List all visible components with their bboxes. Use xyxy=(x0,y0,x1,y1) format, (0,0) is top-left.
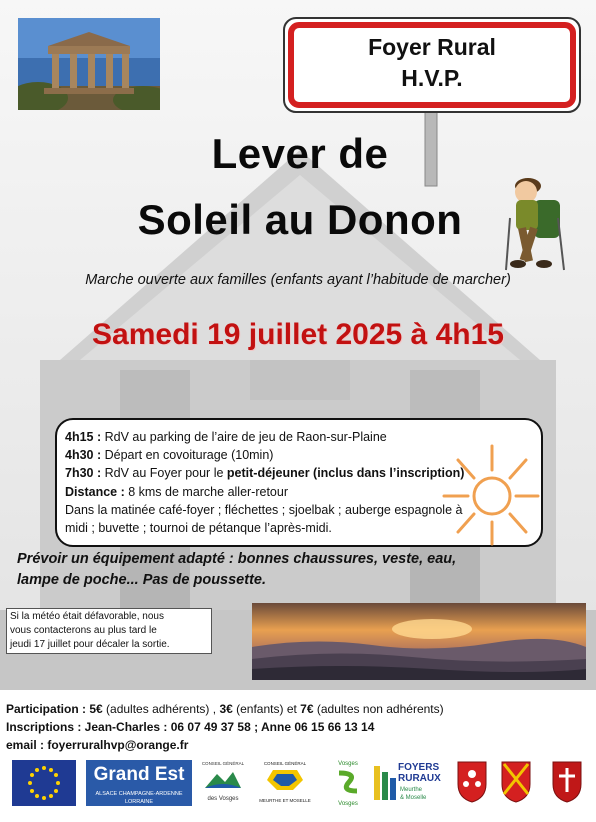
vosges-sport-bottom: Vosges xyxy=(338,801,358,807)
sun-drawing xyxy=(440,440,540,548)
mm-shape-icon xyxy=(263,768,307,792)
temple-photo xyxy=(18,18,160,110)
weather-line-3: jeudi 17 juillet pour décaler la sortie. xyxy=(10,639,170,650)
program-detail: RdV au Foyer pour le xyxy=(101,466,227,481)
foyers-line-1: FOYERS xyxy=(398,762,440,773)
program-line-6: midi ; buvette ; tournoi de pétanque l’après-midi. xyxy=(65,521,332,536)
equipment-note xyxy=(17,549,517,591)
distance-label: Distance : xyxy=(65,484,125,499)
price-2: 3€ xyxy=(219,702,233,716)
program-detail: RdV au parking de l’aire de jeu de Raon-sur-Plaine xyxy=(101,430,387,444)
event-date: Samedi 19 juillet 2025 à 4h15 xyxy=(92,318,504,351)
inscriptions-line: Inscriptions : Jean-Charles : 06 07 49 37 58 ; Anne 06 15 66 13 14 xyxy=(6,720,375,734)
price-1-desc: (adultes adhérents) , xyxy=(102,702,220,716)
time-label: 7h30 : xyxy=(65,466,102,481)
foyers-ruraux-region xyxy=(400,786,426,802)
grand-est-subtitle: ALSACE CHAMPAGNE-ARDENNE LORRAINE xyxy=(95,791,183,805)
price-1: 5€ xyxy=(86,702,103,716)
foyers-line-3: Meurthe xyxy=(400,787,423,793)
vosges-council-name: des Vosges xyxy=(207,796,239,802)
vosges-sport-top: Vosges xyxy=(338,761,358,767)
weather-line-2: vous contacterons au plus tard le xyxy=(10,625,157,636)
equipment-line-2: lampe de poche... Pas de poussette. xyxy=(17,572,266,588)
title-line-1: Lever de xyxy=(211,130,389,177)
vosges-council-top: CONSEIL GÉNÉRAL xyxy=(201,761,245,766)
participation-line xyxy=(6,700,590,718)
sign-line-1: Foyer Rural xyxy=(368,34,496,60)
coat-of-arms-2-icon xyxy=(500,760,532,806)
equipment-line-1: Prévoir un équipement adapté : bonnes chaussures, veste, eau, xyxy=(17,551,457,567)
vosges-council-logo xyxy=(200,760,246,806)
vosges-sport-logo xyxy=(330,760,366,806)
foyers-line-2: RURAUX xyxy=(398,773,441,784)
email-line: email : foyerruralhvp@orange.fr xyxy=(6,738,189,752)
program-detail: 8 kms de marche aller-retour xyxy=(124,484,289,499)
participation-label: Participation : xyxy=(6,702,87,716)
coat-of-arms-3-icon xyxy=(551,760,583,806)
mm-name: MEURTHE ET MOSELLE xyxy=(259,798,311,803)
eu-flag-logo xyxy=(12,760,76,806)
mm-top: CONSEIL GÉNÉRAL xyxy=(263,761,307,766)
price-3-desc: (adultes non adhérents) xyxy=(313,702,444,716)
time-label: 4h15 : xyxy=(65,430,102,444)
sign-line-2: H.V.P. xyxy=(401,65,463,91)
price-3: 7€ xyxy=(300,702,314,716)
title-line-2: Soleil au Donon xyxy=(137,196,463,243)
vosges-sport-icon xyxy=(335,769,361,795)
hiker-illustration xyxy=(500,168,580,274)
weather-line-1: Si la météo était défavorable, nous xyxy=(10,611,164,622)
meurthe-moselle-logo xyxy=(252,760,318,806)
foyers-ruraux-logo xyxy=(374,760,450,806)
time-label: 4h30 : xyxy=(65,448,102,463)
grand-est-title: Grand Est xyxy=(93,764,185,785)
coat-of-arms-1-icon xyxy=(456,760,488,806)
vosges-mountain-icon xyxy=(203,768,243,790)
sunrise-mountains-photo xyxy=(252,603,586,680)
contact-info xyxy=(6,700,590,754)
foyers-line-4: & Moselle xyxy=(400,795,427,801)
foyers-ruraux-title xyxy=(398,762,441,784)
sign-text xyxy=(290,32,574,94)
subtitle: Marche ouverte aux familles (enfants ayant l’habitude de marcher) xyxy=(85,272,511,288)
grand-est-logo xyxy=(86,760,192,806)
price-2-desc: (enfants) et xyxy=(232,702,301,716)
program-line-5: Dans la matinée café-foyer ; fléchettes ; sjoelbak ; auberge espagnole à xyxy=(65,502,463,517)
foyers-ruraux-icon xyxy=(374,766,396,800)
weather-note xyxy=(6,608,212,654)
breakfast-note: petit-déjeuner (inclus dans l’inscription) xyxy=(226,466,465,481)
program-detail: Départ en covoiturage (10min) xyxy=(101,448,274,463)
